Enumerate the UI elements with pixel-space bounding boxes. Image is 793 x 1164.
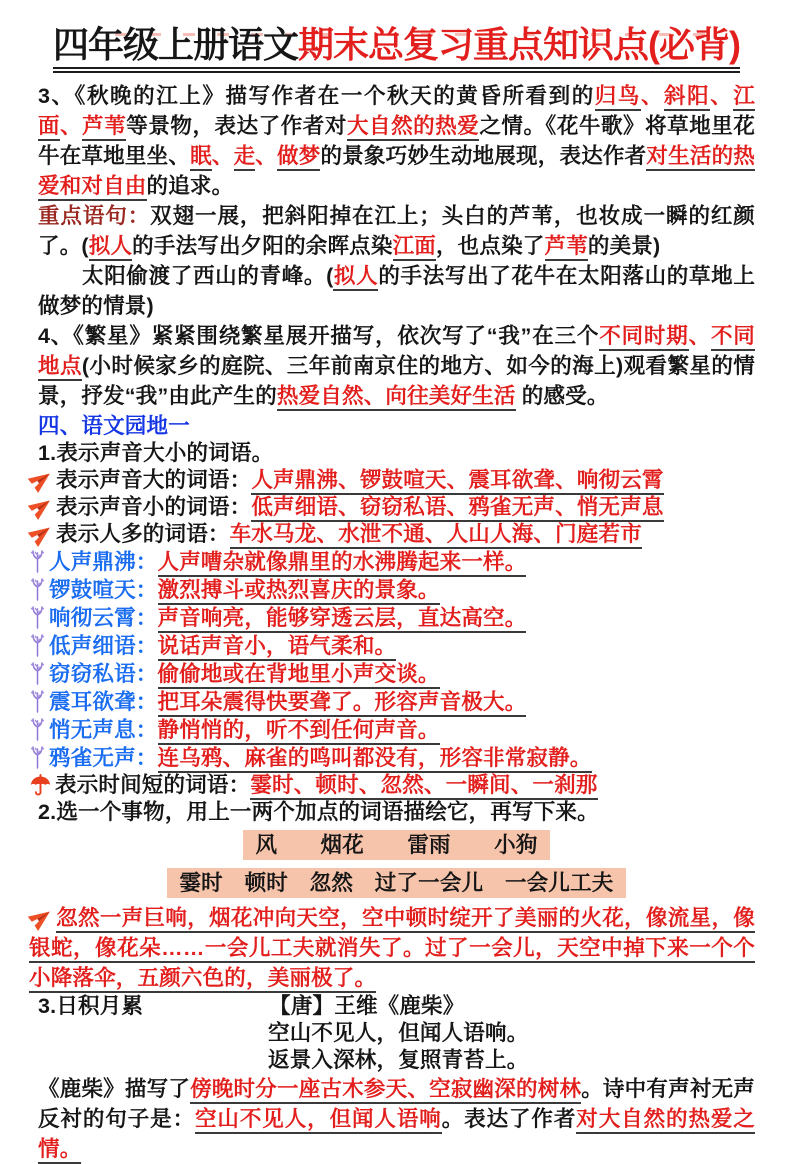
lavender-sprig-icon	[29, 744, 46, 769]
lavender-sprig-icon	[29, 660, 46, 685]
definition-yaquewusheng	[29, 744, 755, 772]
definition-renshengdingfei	[29, 548, 755, 576]
text-segment: 霎时、顿时、忽然、一瞬间、一刹那	[250, 773, 597, 800]
text-segment: 等景物，表达了作者对	[126, 113, 347, 138]
text-segment: 重点语句：	[38, 203, 151, 228]
text-segment: 、	[640, 83, 665, 108]
text-segment: ，也点染了	[435, 233, 545, 258]
text-segment: 。表达了作者	[441, 1106, 577, 1131]
text-segment: 低声细语：	[49, 633, 158, 658]
text-segment: 之情。《花牛歌》将草地里花牛在草地里坐、	[38, 113, 756, 168]
text-segment: 芦苇	[82, 114, 126, 141]
lavender-sprig-icon	[29, 632, 46, 657]
list-crowd-words	[29, 521, 755, 548]
text-segment: 、	[60, 113, 83, 138]
text-segment: 的美景)	[587, 233, 661, 258]
paragraph-qiuwan	[38, 81, 755, 201]
text-segment: 人声嘈杂就像鼎里的水沸腾起来一样。	[158, 550, 527, 577]
text-segment: 2.选一个事物，用上一两个加点的词语描绘它，再写下来。	[38, 799, 599, 824]
definition-dishengxiyu	[29, 632, 755, 660]
highlight-box	[167, 868, 625, 898]
text-segment: 1.表示声音大小的词语。	[38, 440, 274, 465]
text-segment: 表示人多的词语：	[56, 521, 230, 546]
example-sentence-fireworks	[29, 903, 755, 993]
text-segment: 对生活的热爱和对自由	[38, 144, 755, 201]
lavender-sprig-icon	[29, 548, 46, 573]
text-segment: 把耳朵震得快要聋了。形容声音极大。	[158, 690, 527, 717]
paper-plane-icon	[29, 522, 53, 546]
text-segment: 人声鼎沸、锣鼓喧天、震耳欲聋、响彻云霄	[251, 468, 663, 495]
text-segment: 震耳欲聋：	[49, 689, 158, 714]
text-segment: 3、《秋晚的江上》描写作者在一个秋天的黄昏所看到的	[38, 83, 595, 108]
text-segment: 人声鼎沸：	[49, 549, 158, 574]
text-segment: 芦苇	[545, 234, 588, 261]
paragraph-sun	[38, 261, 755, 321]
text-segment: 激烈搏斗或热烈喜庆的景象。	[158, 578, 440, 605]
definition-qieqiesiyu	[29, 660, 755, 688]
text-segment: 、	[211, 143, 234, 168]
text-segment: 的手法写出了花牛在太阳落山的草地上做梦的情景)	[38, 263, 756, 318]
text-segment: 四、语文园地一	[38, 413, 190, 438]
text-segment: 鸦雀无声：	[49, 745, 158, 770]
highlight-box	[243, 830, 549, 860]
text-segment: 表示时间短的词语：	[55, 772, 251, 797]
list-loud-words	[29, 467, 755, 494]
item-2-label	[38, 799, 755, 826]
text-segment: 响彻云霄：	[49, 605, 158, 630]
paragraph-key-sentence	[38, 201, 755, 261]
text-segment: 表示声音大的词语：	[56, 467, 252, 492]
text-segment: (小时候家乡的庭院、三年前南京住的地方、如今的海上)观看繁星的情景，抒发“我”由此产生的	[38, 353, 755, 408]
text-segment: 返景入深林，复照青苔上。	[268, 1047, 529, 1072]
text-segment: 【唐】王维《鹿柴》	[269, 993, 465, 1018]
text-segment: 霎时 顿时 忽然 过了一会儿 一会儿工夫	[179, 870, 614, 895]
section-heading-yuwenyuandi	[38, 413, 755, 440]
text-segment: 锣鼓喧天：	[49, 577, 158, 602]
text-segment: 表示声音小的词语：	[56, 494, 252, 519]
text-segment: 连乌鸦、麻雀的鸣叫都没有，形容非常寂静。	[158, 746, 592, 773]
list-short-time-words	[29, 772, 755, 799]
text-segment: 、	[688, 323, 711, 348]
definition-luoguxuantian	[29, 576, 755, 604]
text-segment: 低声细语、窃窃私语、鸦雀无声、悄无声息	[251, 495, 663, 522]
lavender-sprig-icon	[29, 604, 46, 629]
text-segment: 《鹿柴》描写了	[38, 1076, 191, 1101]
lavender-sprig-icon	[29, 576, 46, 601]
text-segment: 声音响亮，能够穿透云层，直达高空。	[158, 606, 527, 633]
text-segment: 不同地点	[38, 324, 755, 381]
definition-zheneryulong	[29, 688, 755, 716]
text-segment: 车水马龙、水泄不通、人山人海、门庭若市	[230, 522, 642, 549]
text-segment: 四年级上册语文	[53, 24, 298, 73]
text-segment: 双翅一展，把斜阳掉在江上；头白的芦苇，也妆成一瞬的红颜了。(	[38, 203, 755, 258]
item-3-label-and-poem-title	[38, 993, 755, 1020]
text-segment: 悄无声息：	[49, 717, 158, 742]
text-segment: 江面	[393, 234, 436, 261]
list-quiet-words	[29, 494, 755, 521]
text-segment: 太阳偷渡了西山的青峰。(	[82, 263, 334, 288]
highlight-time-words	[38, 865, 755, 902]
text-segment: 热爱自然、向往美好生活	[277, 384, 516, 411]
text-segment: 拟人	[89, 234, 132, 261]
text-segment: 风 烟花 雷雨 小狗	[255, 832, 538, 857]
text-segment: 傍晚时分一座古木参天、空寂幽深的树林	[190, 1077, 581, 1104]
text-segment: 窃窃私语：	[49, 661, 158, 686]
paragraph-fanxing	[38, 321, 755, 411]
definition-xiangcheyunxiao	[29, 604, 755, 632]
text-segment: 眠	[190, 144, 212, 171]
definition-qiaowushengxi	[29, 716, 755, 744]
text-segment: 大自然的热爱	[347, 114, 479, 141]
text-segment: 偷偷地或在背地里小声交谈。	[158, 662, 440, 689]
text-segment: 空山不见人，但闻人语响	[195, 1107, 442, 1134]
paper-plane-icon	[29, 468, 53, 492]
text-segment: 的感受。	[515, 383, 609, 408]
text-segment: 静悄悄的，听不到任何声音。	[158, 718, 440, 745]
text-segment: 、	[255, 143, 278, 168]
text-segment: 的追求。	[146, 173, 234, 198]
text-segment: 4、《繁星》紧紧围绕繁星展开描写，依次写了“我”在三个	[38, 323, 600, 348]
text-segment: 归鸟	[595, 84, 641, 111]
text-segment: 空山不见人，但闻人语响。	[268, 1020, 529, 1045]
text-segment: 说话声音小，语气柔和。	[158, 634, 397, 661]
lavender-sprig-icon	[29, 716, 46, 741]
paper-plane-icon	[29, 495, 53, 519]
lavender-sprig-icon	[29, 688, 46, 713]
text-segment: 江面	[38, 84, 755, 141]
text-segment: 期末总复习重点知识点(必背)	[298, 24, 740, 73]
text-segment: 走	[234, 144, 256, 171]
umbrella-icon	[29, 774, 52, 797]
text-segment: 3.日积月累	[38, 993, 144, 1018]
paper-plane-icon	[29, 906, 53, 930]
text-segment: 不同时期	[599, 324, 688, 351]
text-segment: 忽然一声巨响，烟花冲向天空，空中顿时绽开了美丽的火花，像流星，像银蛇，像花朵……一会儿工夫就消失了。过了一会儿，天空中掉下来一个个小降落伞，五颜六色的，美丽极了。	[29, 906, 755, 993]
text-segment: 斜阳	[664, 84, 710, 111]
item-1-label	[38, 440, 755, 467]
text-segment: 、	[710, 83, 734, 108]
poem-line-2	[38, 1047, 755, 1074]
text-segment: 拟人	[333, 264, 378, 291]
poem-line-1	[38, 1020, 755, 1047]
text-segment: 的手法写出夕阳的余晖点染	[132, 233, 393, 258]
page-title	[38, 22, 755, 69]
text-segment: 。诗中有声衬无声反衬的句子是：	[38, 1076, 755, 1131]
highlight-things	[38, 827, 755, 864]
text-segment: 的景象巧妙生动地展现，表达作者	[320, 143, 647, 168]
paragraph-luchai-analysis	[38, 1074, 755, 1164]
text-segment: 对大自然的热爱之情。	[38, 1107, 755, 1164]
text-segment: 做梦	[277, 144, 320, 171]
